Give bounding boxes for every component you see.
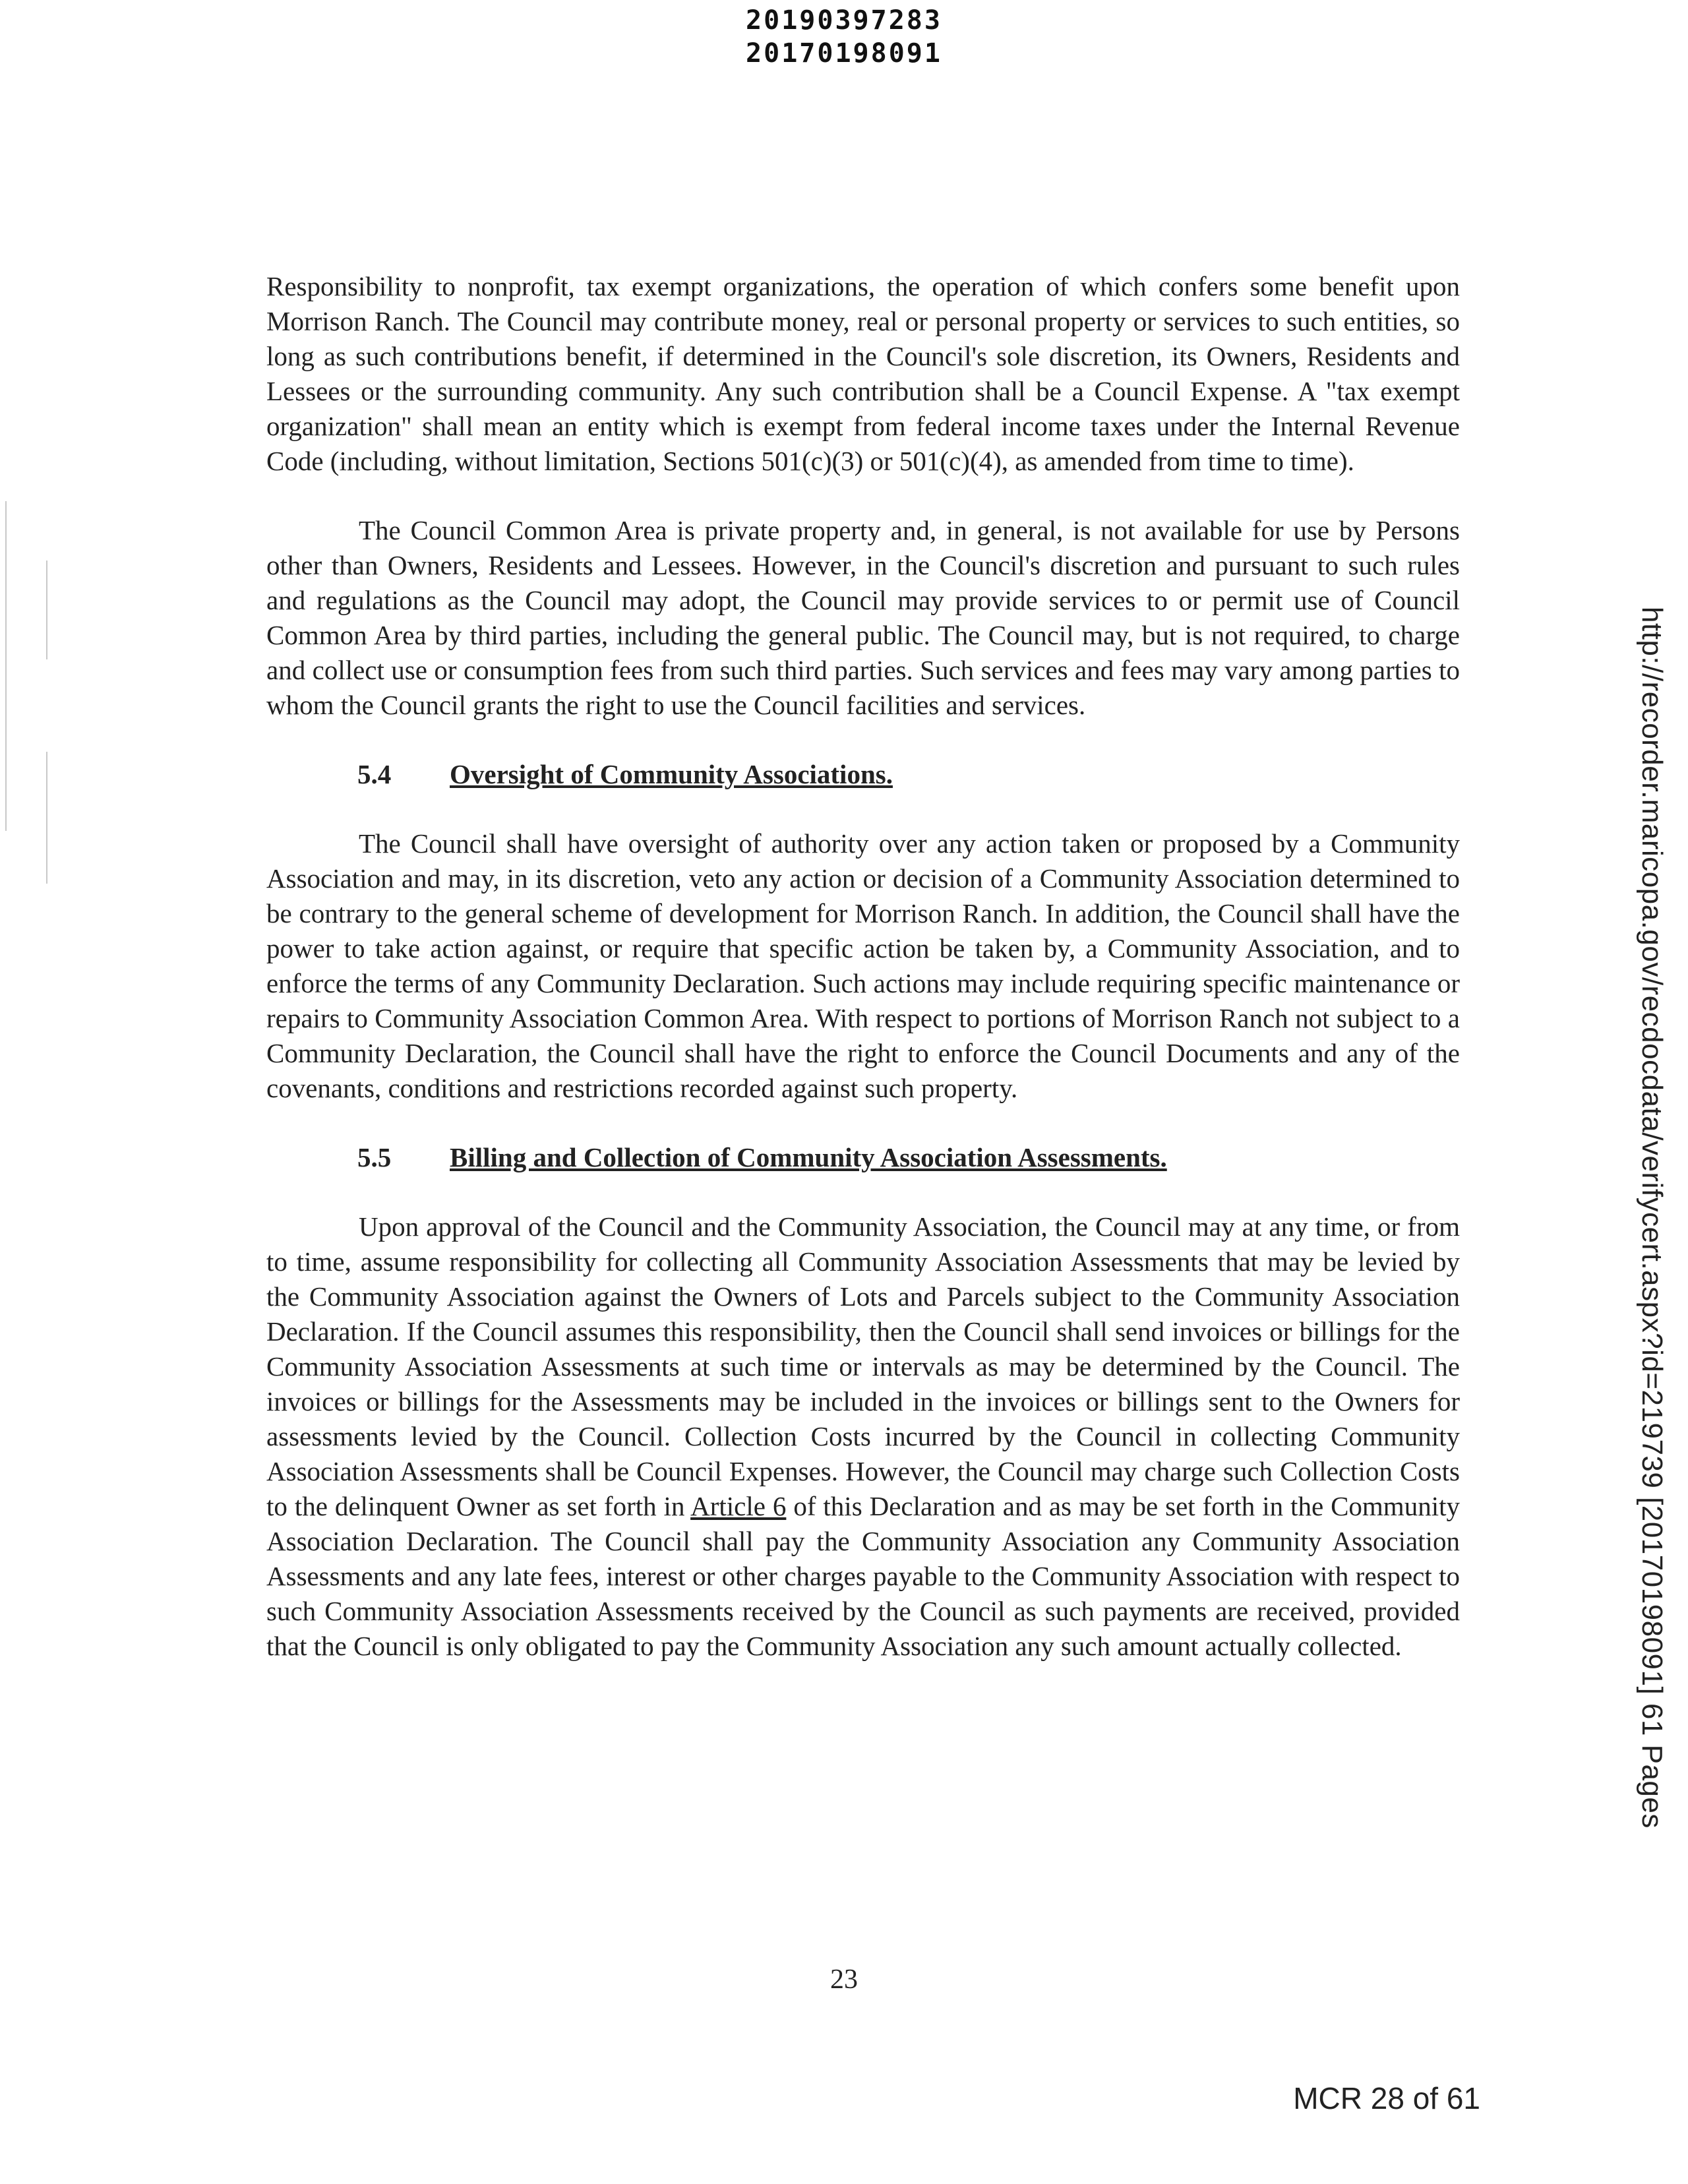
verification-url: http://recorder.maricopa.gov/recdocdata/verifycert.aspx?id=219739 [20170198091] 61 Pages [1636,607,1668,1829]
page-number: 23 [830,1964,858,1995]
scan-margin-line-2 [46,752,47,884]
paragraph-common-area: The Council Common Area is private property and, in general, is not available for use by Persons other than Owners, Residents and Lessees. However, in the Council's discretion and pursuant to such rules and regulations as the Council may adopt, the Council may provide services to or permit use of Council Common Area by third parties, including the general public. The Council may, but is not required, to charge and collect use or consumption fees from such third parties. Such services and fees may vary among parties to whom the Council grants the right to use the Council facilities and services. [266,515,1460,720]
recording-number-secondary: 20170198091 [746,38,942,69]
paragraph-tax-exempt: Responsibility to nonprofit, tax exempt organizations, the operation of which confers some benefit upon Morrison Ranch. The Council may contribute money, real or personal property or services to such entities, so long as such contributions benefit, if determined in the Council's sole discretion, its Owners, Residents and Lessees or the surrounding community. Any such contribution shall be a Council Expense. A "tax exempt organization" shall mean an entity which is exempt from federal income taxes under the Internal Revenue Code (including, without limitation, Sections 501(c)(3) or 501(c)(4), as amended from time to time). [266,271,1460,476]
section-number: 5.4 [357,759,392,789]
scan-margin-line-3 [5,501,7,831]
paragraph-text: of this Declaration and as may be set forth in the Community Association Declaration. The Council shall pay the Community Association any Community Association Assessments and any late fees, interest or other charges payable to the Community Association with respect to such Community Association Assessments received by the Council as such payments are received, provided that the Council is only obligated to pay the Community Association any such amount actually collected. [266,1491,1460,1661]
scan-margin-line-1 [46,561,47,659]
section-heading-5-4 [266,757,1460,792]
paragraph-text: Upon approval of the Council and the Community Association, the Council may at any time, or from to time, assume responsibility for collecting all Community Association Assessments that may be levied by the Community Association against the Owners of Lots and Parcels subject to the Community Association Declaration. If the Council assumes this responsibility, then the Council shall send invoices or billings for the Community Association Assessments at such time or intervals as may be determined by the Council. The invoices or billings for the Assessments may be included in the invoices or billings sent to the Owners for assessments levied by the Council. Collection Costs incurred by the Council in collecting Community Association Assessments shall be Council Expenses. However, the Council may charge such Collection Costs to the delinquent Owner as set forth in [266,1211,1460,1521]
section-heading-5-5 [266,1140,1460,1175]
section-number: 5.5 [357,1142,392,1172]
paragraph-oversight: The Council shall have oversight of authority over any action taken or proposed by a Community Association and may, in its discretion, veto any action or decision of a Community Association determined to be contrary to the general scheme of development for Morrison Ranch. In addition, the Council shall have the power to take action against, or require that specific action be taken by, a Community Association, and to enforce the terms of any Community Declaration. Such actions may include requiring specific maintenance or repairs to Community Association Common Area. With respect to portions of Morrison Ranch not subject to a Community Declaration, the Council shall have the right to enforce the Council Documents and any of the covenants, conditions and restrictions recorded against such property. [266,828,1460,1103]
article-reference: Article 6 [690,1491,787,1521]
recording-number-primary: 20190397283 [746,5,942,36]
page-counter: MCR 28 of 61 [1293,2081,1480,2115]
body-text [266,269,1460,1698]
section-title: Billing and Collection of Community Association Assessments. [450,1142,1167,1172]
paragraph-billing [266,1209,1460,1664]
section-title: Oversight of Community Associations. [450,759,893,789]
document-numbers [0,4,1688,70]
